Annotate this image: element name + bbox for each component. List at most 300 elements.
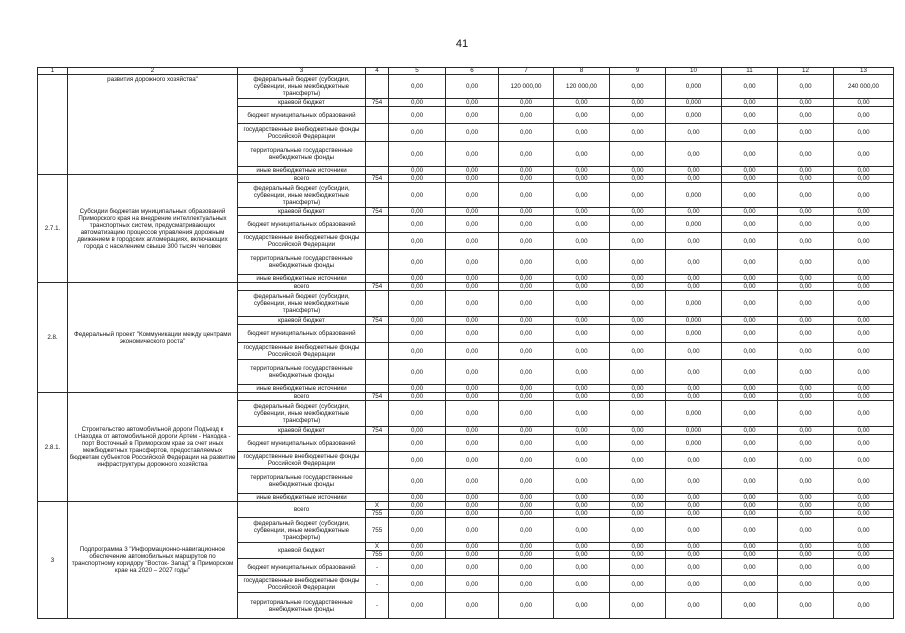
value-cell: 0,00 xyxy=(666,510,722,518)
value-cell: 0,00 xyxy=(722,452,778,469)
value-cell: 0,00 xyxy=(666,494,722,502)
value-cell: 0,00 xyxy=(554,502,610,510)
budget-code-cell xyxy=(366,250,389,275)
value-cell: 0,00 xyxy=(499,325,554,343)
value-cell: 0,00 xyxy=(446,452,499,469)
value-cell: 0,00 xyxy=(778,216,834,233)
funding-source-cell: всего xyxy=(238,502,366,518)
value-cell: 0,00 xyxy=(446,317,499,325)
value-cell: 0,00 xyxy=(389,325,446,343)
budget-code-cell xyxy=(366,107,389,124)
value-cell: 0,00 xyxy=(666,502,722,510)
value-cell: 0,00 xyxy=(722,543,778,551)
budget-table xyxy=(37,67,894,619)
value-cell: 0,00 xyxy=(722,393,778,401)
value-cell: 0,00 xyxy=(722,559,778,576)
value-cell: 0,00 xyxy=(778,275,834,283)
value-cell: 0,00 xyxy=(389,551,446,559)
value-cell: 0,00 xyxy=(722,124,778,142)
value-cell: 0,00 xyxy=(499,427,554,435)
column-header: 12 xyxy=(778,68,834,75)
value-cell: 0,00 xyxy=(446,435,499,452)
value-cell: 0,00 xyxy=(610,275,666,283)
budget-code-cell xyxy=(366,469,389,494)
value-cell: 0,00 xyxy=(554,317,610,325)
funding-source-cell: всего xyxy=(238,283,366,291)
value-cell: 0,00 xyxy=(389,343,446,360)
value-cell: 0,00 xyxy=(389,208,446,216)
value-cell: 0,00 xyxy=(666,175,722,183)
column-header: 1 xyxy=(38,68,68,75)
value-cell: 0,000 xyxy=(666,325,722,343)
value-cell: 0,00 xyxy=(554,469,610,494)
value-cell: 0,00 xyxy=(610,401,666,427)
value-cell: 0,00 xyxy=(834,385,894,393)
column-header: 7 xyxy=(499,68,554,75)
value-cell: 0,00 xyxy=(778,124,834,142)
value-cell: 0,00 xyxy=(834,291,894,317)
value-cell: 0,00 xyxy=(446,343,499,360)
budget-code-cell xyxy=(366,275,389,283)
value-cell: 0,00 xyxy=(834,175,894,183)
value-cell: 0,00 xyxy=(446,216,499,233)
value-cell: 0,00 xyxy=(554,360,610,385)
value-cell: 0,00 xyxy=(446,250,499,275)
budget-code-cell xyxy=(366,325,389,343)
value-cell: 0,00 xyxy=(446,183,499,208)
funding-source-cell: краевой бюджет xyxy=(238,208,366,216)
value-cell: 0,00 xyxy=(834,107,894,124)
funding-source-cell: всего xyxy=(238,175,366,183)
value-cell: 0,00 xyxy=(389,283,446,291)
value-cell: 0,00 xyxy=(554,325,610,343)
value-cell: 0,00 xyxy=(446,385,499,393)
value-cell: 0,00 xyxy=(722,343,778,360)
value-cell: 0,00 xyxy=(389,167,446,175)
budget-code-cell: 754 xyxy=(366,208,389,216)
value-cell: 0,00 xyxy=(554,518,610,543)
value-cell: 0,00 xyxy=(610,233,666,250)
value-cell: 0,000 xyxy=(666,435,722,452)
value-cell: 0,00 xyxy=(446,401,499,427)
value-cell: 0,00 xyxy=(666,551,722,559)
value-cell: 0,00 xyxy=(389,317,446,325)
value-cell: 0,00 xyxy=(834,208,894,216)
value-cell: 0,00 xyxy=(446,167,499,175)
value-cell: 0,00 xyxy=(834,250,894,275)
budget-code-cell xyxy=(366,291,389,317)
value-cell: 0,00 xyxy=(778,208,834,216)
value-cell: 0,00 xyxy=(666,593,722,619)
value-cell: 0,00 xyxy=(554,551,610,559)
funding-source-cell: территориальные государственные внебюджетные фонды xyxy=(238,142,366,167)
value-cell: 0,00 xyxy=(778,401,834,427)
value-cell: 0,00 xyxy=(834,593,894,619)
value-cell: 0,00 xyxy=(834,576,894,593)
funding-source-cell: государственные внебюджетные фонды Российской Федерации xyxy=(238,452,366,469)
value-cell: 0,00 xyxy=(446,518,499,543)
table-row xyxy=(38,75,894,99)
value-cell: 0,00 xyxy=(389,576,446,593)
value-cell: 0,00 xyxy=(666,283,722,291)
value-cell: 0,00 xyxy=(834,427,894,435)
value-cell: 0,00 xyxy=(610,107,666,124)
budget-code-cell xyxy=(366,233,389,250)
value-cell: 0,00 xyxy=(722,510,778,518)
value-cell: 0,00 xyxy=(499,291,554,317)
value-cell: 0,00 xyxy=(666,167,722,175)
funding-source-cell: государственные внебюджетные фонды Российской Федерации xyxy=(238,343,366,360)
budget-code-cell: 754 xyxy=(366,427,389,435)
value-cell: 0,00 xyxy=(666,518,722,543)
table-row xyxy=(38,283,894,291)
value-cell: 0,00 xyxy=(610,576,666,593)
funding-source-cell: иные внебюджетные источники xyxy=(238,275,366,283)
value-cell: 0,00 xyxy=(499,175,554,183)
value-cell: 0,00 xyxy=(722,107,778,124)
funding-source-cell: федеральный бюджет (субсидии, субвенции, иные межбюджетные трансферты) xyxy=(238,183,366,208)
value-cell: 0,00 xyxy=(666,250,722,275)
value-cell: 0,00 xyxy=(554,427,610,435)
value-cell: 0,00 xyxy=(554,593,610,619)
table-row xyxy=(38,393,894,401)
value-cell: 0,00 xyxy=(446,291,499,317)
value-cell: 0,00 xyxy=(666,208,722,216)
value-cell: 0,00 xyxy=(610,502,666,510)
value-cell: 0,00 xyxy=(778,107,834,124)
budget-code-cell: 754 xyxy=(366,283,389,291)
value-cell: 0,00 xyxy=(834,360,894,385)
funding-source-cell: краевой бюджет xyxy=(238,543,366,559)
funding-source-cell: краевой бюджет xyxy=(238,99,366,107)
value-cell: 0,00 xyxy=(499,435,554,452)
value-cell: 0,00 xyxy=(778,317,834,325)
value-cell: 0,000 xyxy=(666,75,722,99)
column-header: 10 xyxy=(666,68,722,75)
value-cell: 0,00 xyxy=(834,317,894,325)
value-cell: 0,00 xyxy=(389,233,446,250)
value-cell: 0,00 xyxy=(834,99,894,107)
funding-source-cell: бюджет муниципальных образований xyxy=(238,107,366,124)
value-cell: 0,00 xyxy=(499,275,554,283)
value-cell: 0,00 xyxy=(722,216,778,233)
value-cell: 0,00 xyxy=(389,291,446,317)
value-cell: 0,00 xyxy=(722,502,778,510)
value-cell: 0,00 xyxy=(499,99,554,107)
value-cell: 0,00 xyxy=(722,283,778,291)
column-header: 8 xyxy=(554,68,610,75)
value-cell: 0,00 xyxy=(446,593,499,619)
funding-source-cell: территориальные государственные внебюджетные фонды xyxy=(238,593,366,619)
value-cell: 0,00 xyxy=(722,576,778,593)
value-cell: 0,00 xyxy=(389,427,446,435)
value-cell: 0,00 xyxy=(389,124,446,142)
value-cell: 0,00 xyxy=(778,510,834,518)
funding-source-cell: территориальные государственные внебюджетные фонды xyxy=(238,250,366,275)
value-cell: 0,00 xyxy=(834,183,894,208)
value-cell: 0,00 xyxy=(722,142,778,167)
value-cell: 0,00 xyxy=(722,427,778,435)
value-cell: 0,000 xyxy=(666,216,722,233)
value-cell: 0,00 xyxy=(722,518,778,543)
budget-code-cell xyxy=(366,167,389,175)
value-cell: 0,00 xyxy=(778,99,834,107)
budget-code-cell: - xyxy=(366,593,389,619)
value-cell: 0,00 xyxy=(554,142,610,167)
value-cell: 0,00 xyxy=(499,393,554,401)
value-cell: 0,00 xyxy=(499,317,554,325)
value-cell: 0,00 xyxy=(722,233,778,250)
value-cell: 0,00 xyxy=(389,385,446,393)
value-cell: 0,000 xyxy=(666,291,722,317)
value-cell: 0,00 xyxy=(610,291,666,317)
value-cell: 0,00 xyxy=(778,183,834,208)
value-cell: 0,00 xyxy=(722,360,778,385)
table-row xyxy=(38,502,894,510)
budget-code-cell xyxy=(366,360,389,385)
item-name-cell: развития дорожного хозяйства" xyxy=(68,75,238,175)
budget-code-cell: 754 xyxy=(366,99,389,107)
value-cell: 0,00 xyxy=(722,208,778,216)
budget-code-cell: 755 xyxy=(366,510,389,518)
value-cell: 0,00 xyxy=(722,99,778,107)
value-cell: 0,00 xyxy=(554,250,610,275)
item-number-cell: 2.7.1. xyxy=(38,175,68,283)
value-cell: 0,00 xyxy=(834,124,894,142)
value-cell: 0,00 xyxy=(610,216,666,233)
value-cell: 0,00 xyxy=(666,559,722,576)
value-cell: 0,000 xyxy=(666,401,722,427)
funding-source-cell: федеральный бюджет (субсидии, субвенции, иные межбюджетные трансферты) xyxy=(238,401,366,427)
value-cell: 0,00 xyxy=(834,551,894,559)
value-cell: 0,00 xyxy=(834,452,894,469)
value-cell: 0,00 xyxy=(610,175,666,183)
funding-source-cell: иные внебюджетные источники xyxy=(238,385,366,393)
value-cell: 0,00 xyxy=(499,250,554,275)
value-cell: 0,00 xyxy=(499,576,554,593)
funding-source-cell: бюджет муниципальных образований xyxy=(238,435,366,452)
column-header: 9 xyxy=(610,68,666,75)
value-cell: 0,00 xyxy=(778,518,834,543)
value-cell: 0,00 xyxy=(834,435,894,452)
value-cell: 0,00 xyxy=(389,543,446,551)
budget-code-cell: X xyxy=(366,543,389,551)
value-cell: 0,00 xyxy=(554,283,610,291)
value-cell: 0,00 xyxy=(554,385,610,393)
value-cell: 0,00 xyxy=(610,551,666,559)
value-cell: 0,00 xyxy=(499,452,554,469)
value-cell: 0,00 xyxy=(499,167,554,175)
funding-source-cell: краевой бюджет xyxy=(238,427,366,435)
value-cell: 0,00 xyxy=(722,75,778,99)
value-cell: 0,00 xyxy=(778,142,834,167)
funding-source-cell: краевой бюджет xyxy=(238,317,366,325)
value-cell: 0,00 xyxy=(610,543,666,551)
item-name-cell: Строительство автомобильной дороги Подъезд к г.Находка от автомобильной дороги Артем - Находка - порт Восточный в Приморском крае за счет иных межбюджетных трансфертов, предоставляемых бюджетам субъектов Российской Федерации на развитие инфраструктуры дорожного хозяйства xyxy=(68,393,238,502)
value-cell: 0,00 xyxy=(446,208,499,216)
value-cell: 0,00 xyxy=(554,183,610,208)
value-cell: 0,00 xyxy=(446,427,499,435)
value-cell: 0,00 xyxy=(666,124,722,142)
value-cell: 0,00 xyxy=(778,360,834,385)
value-cell: 0,00 xyxy=(834,510,894,518)
value-cell: 0,00 xyxy=(666,275,722,283)
value-cell: 0,00 xyxy=(610,452,666,469)
value-cell: 0,00 xyxy=(499,142,554,167)
column-header: 11 xyxy=(722,68,778,75)
value-cell: 0,00 xyxy=(778,452,834,469)
value-cell: 0,00 xyxy=(722,385,778,393)
value-cell: 0,00 xyxy=(722,250,778,275)
value-cell: 0,00 xyxy=(722,183,778,208)
value-cell: 0,00 xyxy=(554,494,610,502)
funding-source-cell: иные внебюджетные источники xyxy=(238,167,366,175)
value-cell: 0,00 xyxy=(778,167,834,175)
value-cell: 0,00 xyxy=(389,99,446,107)
value-cell: 0,00 xyxy=(610,142,666,167)
budget-code-cell xyxy=(366,343,389,360)
value-cell: 0,00 xyxy=(389,502,446,510)
value-cell: 0,00 xyxy=(499,208,554,216)
value-cell: 0,00 xyxy=(778,283,834,291)
value-cell: 0,00 xyxy=(554,291,610,317)
value-cell: 120 000,00 xyxy=(499,75,554,99)
funding-source-cell: всего xyxy=(238,393,366,401)
column-header: 4 xyxy=(366,68,389,75)
value-cell: 0,00 xyxy=(610,469,666,494)
value-cell: 0,00 xyxy=(722,551,778,559)
value-cell: 0,00 xyxy=(389,216,446,233)
budget-code-cell: - xyxy=(366,559,389,576)
value-cell: 0,00 xyxy=(499,283,554,291)
value-cell: 0,00 xyxy=(666,393,722,401)
value-cell: 0,00 xyxy=(834,216,894,233)
value-cell: 0,00 xyxy=(666,543,722,551)
funding-source-cell: бюджет муниципальных образований xyxy=(238,559,366,576)
value-cell: 0,00 xyxy=(499,401,554,427)
value-cell: 0,00 xyxy=(499,502,554,510)
value-cell: 0,00 xyxy=(446,142,499,167)
funding-source-cell: федеральный бюджет (субсидии, субвенции, иные межбюджетные трансферты) xyxy=(238,291,366,317)
value-cell: 0,00 xyxy=(499,385,554,393)
value-cell: 0,00 xyxy=(666,469,722,494)
funding-source-cell: федеральный бюджет (субсидии, субвенции, иные межбюджетные трансферты) xyxy=(238,518,366,543)
value-cell: 0,00 xyxy=(778,427,834,435)
funding-source-cell: бюджет муниципальных образований xyxy=(238,216,366,233)
value-cell: 0,00 xyxy=(778,576,834,593)
value-cell: 0,00 xyxy=(499,216,554,233)
value-cell: 0,00 xyxy=(778,435,834,452)
column-header: 3 xyxy=(238,68,366,75)
value-cell: 0,00 xyxy=(554,510,610,518)
value-cell: 0,00 xyxy=(722,401,778,427)
value-cell: 0,00 xyxy=(446,275,499,283)
value-cell: 0,00 xyxy=(499,124,554,142)
value-cell: 0,00 xyxy=(666,360,722,385)
value-cell: 0,00 xyxy=(554,576,610,593)
value-cell: 0,00 xyxy=(722,317,778,325)
value-cell: 0,00 xyxy=(389,360,446,385)
value-cell: 0,00 xyxy=(778,551,834,559)
value-cell: 0,00 xyxy=(610,325,666,343)
header-row xyxy=(38,68,894,75)
value-cell: 0,00 xyxy=(499,343,554,360)
value-cell: 0,00 xyxy=(389,107,446,124)
value-cell: 0,000 xyxy=(666,107,722,124)
budget-code-cell xyxy=(366,124,389,142)
value-cell: 0,00 xyxy=(834,469,894,494)
value-cell: 0,00 xyxy=(834,233,894,250)
funding-source-cell: государственные внебюджетные фонды Российской Федерации xyxy=(238,124,366,142)
column-header: 5 xyxy=(389,68,446,75)
value-cell: 0,000 xyxy=(666,427,722,435)
value-cell: 0,00 xyxy=(446,469,499,494)
item-number-cell xyxy=(38,75,68,175)
value-cell: 0,00 xyxy=(446,559,499,576)
value-cell: 0,00 xyxy=(834,518,894,543)
value-cell: 0,00 xyxy=(778,75,834,99)
value-cell: 0,00 xyxy=(778,385,834,393)
value-cell: 0,00 xyxy=(610,593,666,619)
value-cell: 0,00 xyxy=(446,175,499,183)
budget-code-cell: 755 xyxy=(366,518,389,543)
value-cell: 0,00 xyxy=(610,99,666,107)
budget-code-cell xyxy=(366,385,389,393)
value-cell: 0,00 xyxy=(666,343,722,360)
value-cell: 0,00 xyxy=(554,233,610,250)
funding-source-cell: бюджет муниципальных образований xyxy=(238,325,366,343)
budget-code-cell xyxy=(366,75,389,99)
value-cell: 0,00 xyxy=(610,360,666,385)
value-cell: 0,00 xyxy=(389,175,446,183)
value-cell: 240 000,00 xyxy=(834,75,894,99)
value-cell: 0,00 xyxy=(554,216,610,233)
value-cell: 0,00 xyxy=(722,435,778,452)
value-cell: 0,00 xyxy=(666,576,722,593)
value-cell: 0,00 xyxy=(834,393,894,401)
value-cell: 0,00 xyxy=(778,233,834,250)
value-cell: 0,00 xyxy=(666,233,722,250)
value-cell: 0,00 xyxy=(778,593,834,619)
value-cell: 0,00 xyxy=(554,99,610,107)
value-cell: 0,00 xyxy=(554,208,610,216)
funding-source-cell: иные внебюджетные источники xyxy=(238,494,366,502)
value-cell: 0,00 xyxy=(666,385,722,393)
table-row xyxy=(38,175,894,183)
value-cell: 0,000 xyxy=(666,99,722,107)
value-cell: 0,00 xyxy=(389,518,446,543)
value-cell: 0,00 xyxy=(834,543,894,551)
value-cell: 0,00 xyxy=(834,167,894,175)
value-cell: 0,00 xyxy=(446,510,499,518)
item-name-cell: Федеральный проект "Коммуникации между центрами экономического роста" xyxy=(68,283,238,393)
value-cell: 0,00 xyxy=(610,317,666,325)
budget-code-cell xyxy=(366,435,389,452)
budget-code-cell xyxy=(366,216,389,233)
value-cell: 0,00 xyxy=(446,233,499,250)
funding-source-cell: государственные внебюджетные фонды Российской Федерации xyxy=(238,233,366,250)
value-cell: 0,00 xyxy=(834,401,894,427)
value-cell: 0,00 xyxy=(446,576,499,593)
value-cell: 0,00 xyxy=(554,401,610,427)
value-cell: 0,00 xyxy=(499,559,554,576)
value-cell: 0,00 xyxy=(778,250,834,275)
value-cell: 0,00 xyxy=(389,469,446,494)
value-cell: 0,00 xyxy=(446,107,499,124)
value-cell: 0,00 xyxy=(499,510,554,518)
value-cell: 0,00 xyxy=(722,469,778,494)
value-cell: 0,00 xyxy=(610,250,666,275)
